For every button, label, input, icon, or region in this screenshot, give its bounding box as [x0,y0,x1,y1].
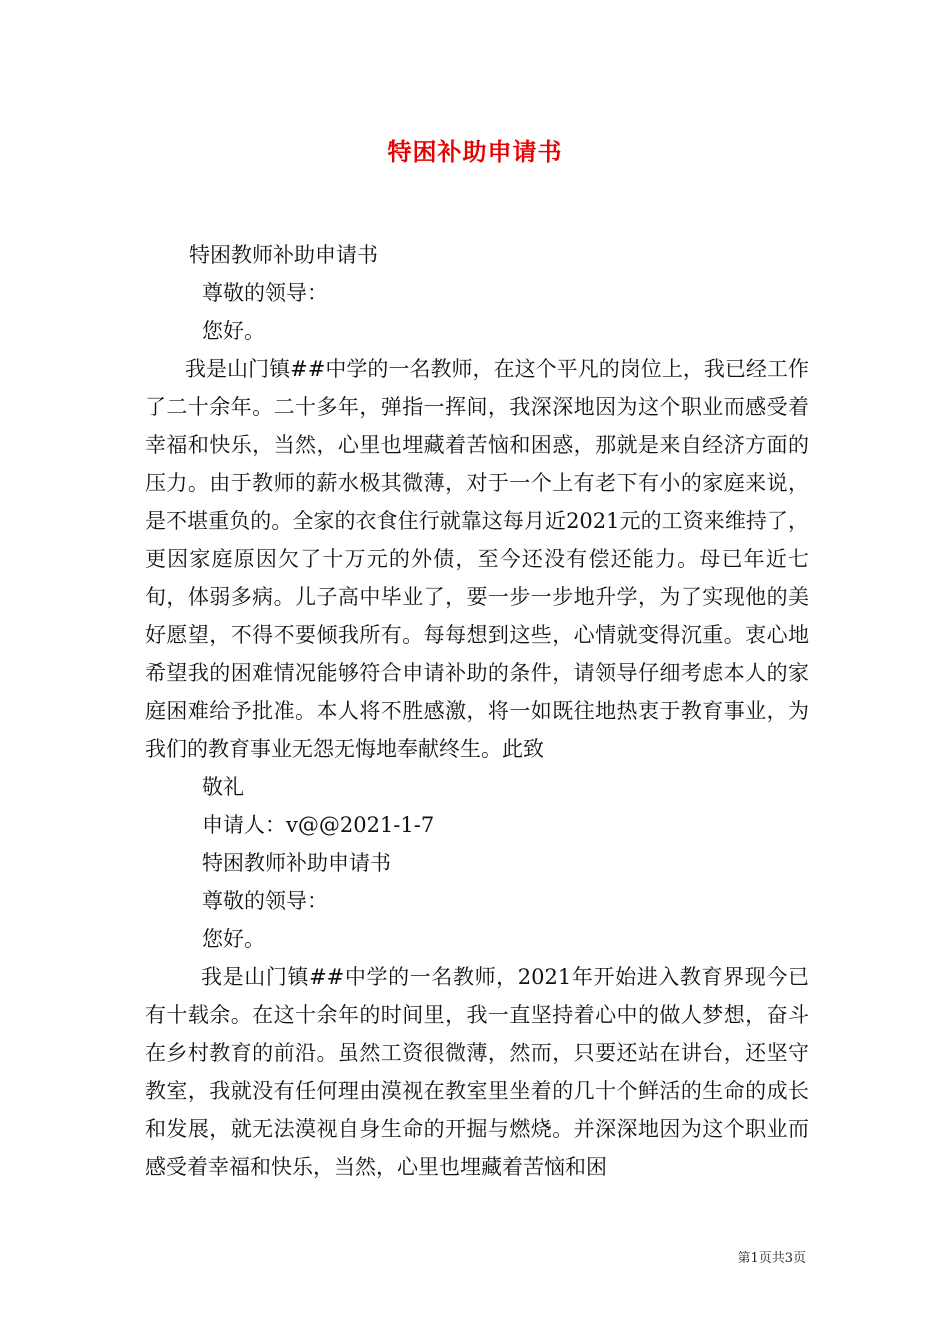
letter1-greeting: 您好。 [202,319,265,343]
letter2-paragraph: 我是山门镇##中学的一名教师，2021年开始进入教育界现今已有十载余。在这十余年的时间里，我一直坚持着心中的做人梦想，奋斗在乡村教育的前沿。虽然工资很微薄，然而，只要还站在讲台，还坚守教室，我就没有任何理由漠视在教室里坐着的几十个鲜活的生命的成长和发展，就无法漠视自身生命的开掘与燃烧。并深深地因为这个职业而感受着幸福和快乐，当然，心里也埋藏着苦恼和困 [145,965,809,1179]
page-indicator: 第1页共3页 [737,1251,806,1266]
letter1-signature: 申请人：v@@2021-1-7 [202,813,435,837]
letter1-salutation: 尊敬的领导： [202,281,328,305]
letter2-salutation: 尊敬的领导： [202,889,328,913]
letter2-heading: 特困教师补助申请书 [202,851,391,875]
document-title: 特困补助申请书 [387,137,563,166]
letter1-paragraph: 我是山门镇##中学的一名教师，在这个平凡的岗位上，我已经工作了二十余年。二十多年，弹指一挥间，我深深地因为这个职业而感受着幸福和快乐，当然，心里也埋藏着苦恼和困惑，那就是来自经济方面的压力。由于教师的薪水极其微薄，对于一个上有老下有小的家庭来说，是不堪重负的。全家的衣食住行就靠这每月近2021元的工资来维持了，更因家庭原因欠了十万元的外债，至今还没有偿还能力。母已年近七旬，体弱多病。儿子高中毕业了，要一步一步地升学，为了实现他的美好愿望，不得不要倾我所有。每每想到这些，心情就变得沉重。衷心地希望我的困难情况能够符合申请补助的条件，请领导仔细考虑本人的家庭困难给予批准。本人将不胜感激，将一如既往地热衷于教育事业，为我们的教育事业无怨无悔地奉献终生。此致 [145,357,809,761]
letter1-closing: 敬礼 [202,775,244,799]
letter2-greeting: 您好。 [202,927,265,951]
document-body [145,236,809,1186]
letter1-heading: 特困教师补助申请书 [189,243,378,267]
